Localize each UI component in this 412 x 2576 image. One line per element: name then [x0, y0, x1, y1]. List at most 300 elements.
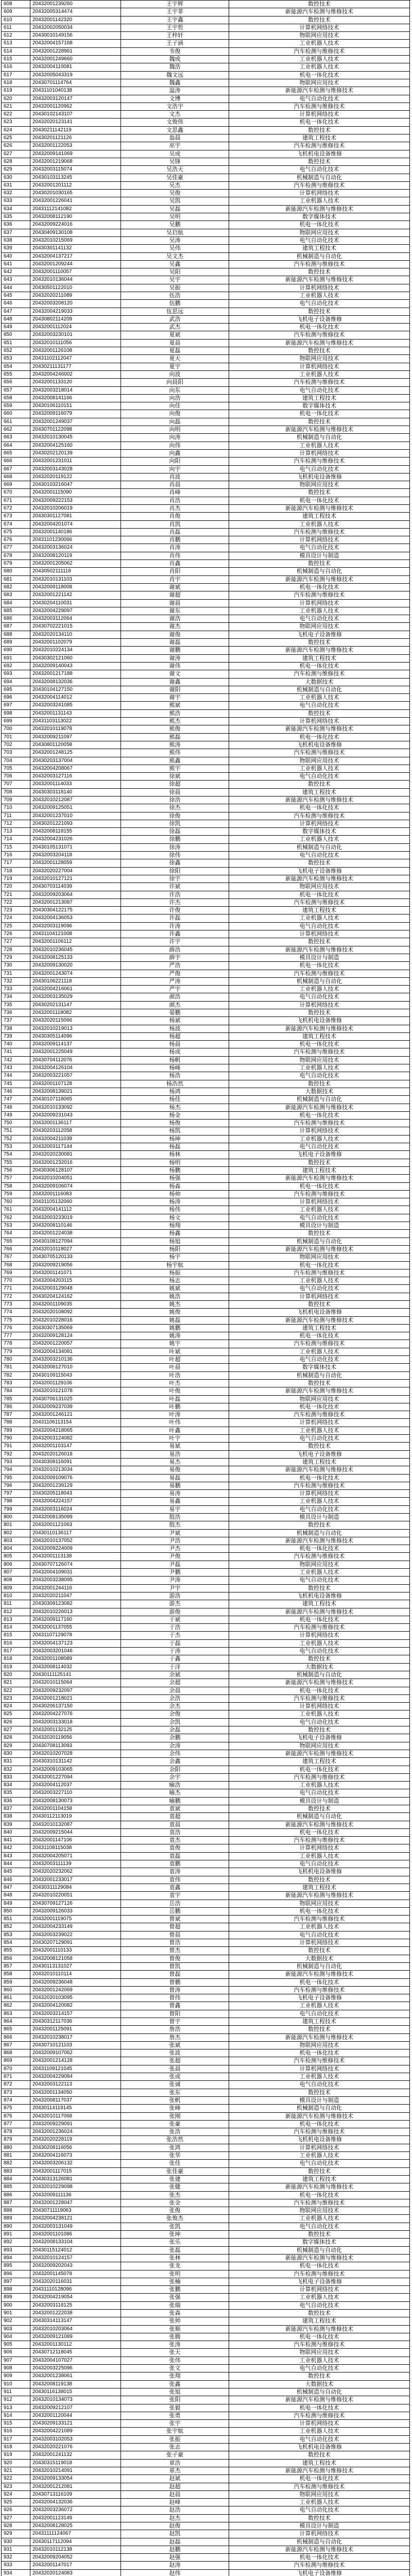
student-name: 余凯	[121, 1719, 229, 1726]
student-name: 张乐	[121, 2239, 229, 2246]
major: 大数据技术	[229, 1664, 410, 1671]
student-name: 熊涛	[121, 741, 229, 749]
student-name: 曾杰	[121, 1947, 229, 1955]
student-id: 20432010112138	[30, 2546, 121, 2554]
row-number: 753	[2, 1143, 30, 1151]
student-id: 20430203137004	[30, 757, 121, 765]
table-row	[2, 371, 410, 379]
student-id: 20432020119122	[30, 473, 121, 481]
student-id: 20432001115090	[30, 489, 121, 497]
row-number: 637	[2, 229, 30, 237]
student-name: 张旭	[121, 2388, 229, 2396]
row-number: 907	[2, 2357, 30, 2365]
major: 物联网应用技术	[229, 2207, 410, 2215]
student-name: 曾宇	[121, 2018, 229, 2026]
row-number: 774	[2, 1309, 30, 1316]
major: 机电一体化技术	[229, 1332, 410, 1340]
student-id: 20430308116091	[30, 1459, 121, 1466]
table-row	[2, 213, 410, 221]
row-number: 726	[2, 930, 30, 938]
major: 汽车检测与维修技术	[229, 331, 410, 339]
major: 机械制造与自动化	[229, 434, 410, 442]
student-id: 20430501122010	[30, 284, 121, 292]
student-name: 曾鹏	[121, 1979, 229, 1987]
major: 机械制造与自动化	[229, 978, 410, 986]
table-row	[2, 1853, 410, 1860]
row-number: 622	[2, 111, 30, 118]
student-name: 徐杰	[121, 804, 229, 812]
table-row	[2, 2475, 410, 2483]
student-id: 20430309123082	[30, 1600, 121, 1608]
student-name: 王宇菲	[121, 8, 229, 16]
student-id: 20432010124157	[30, 2255, 121, 2262]
major: 数控技术	[229, 347, 410, 355]
student-id: 20432001249660	[30, 56, 121, 63]
major: 新能源汽车检测与维修技术	[229, 1750, 410, 1758]
student-name: 易鹏	[121, 1482, 229, 1490]
row-number: 876	[2, 2113, 30, 2121]
table-row	[2, 2451, 410, 2459]
row-number: 832	[2, 1766, 30, 1774]
student-id: 20432002050034	[30, 24, 121, 32]
row-number: 663	[2, 434, 30, 442]
student-id: 20432008127010	[30, 1364, 121, 1371]
student-name: 张超	[121, 2057, 229, 2065]
table-row	[2, 868, 410, 875]
row-number: 643	[2, 276, 30, 284]
student-name: 喻杰	[121, 1789, 229, 1797]
table-row	[2, 1530, 410, 1537]
major: 机械制造与自动化	[229, 1813, 410, 1821]
table-row	[2, 1317, 410, 1325]
student-id: 20432001118082	[30, 1009, 121, 1017]
row-number: 786	[2, 1403, 30, 1411]
table-row	[2, 1758, 410, 1766]
table-row	[2, 2073, 410, 2081]
table-row	[2, 1380, 410, 1387]
major: 数控技术	[229, 938, 410, 946]
major: 数控技术	[229, 127, 410, 134]
student-name: 尹鹏	[121, 1569, 229, 1577]
table-row	[2, 1671, 410, 1679]
student-name: 文浩宇	[121, 103, 229, 111]
student-name: 袁超	[121, 1813, 229, 1821]
major: 机械制造与自动化	[229, 686, 410, 694]
row-number: 678	[2, 552, 30, 560]
student-name: 张瑞	[121, 2302, 229, 2310]
student-name: 余杰	[121, 1703, 229, 1710]
table-row	[2, 1884, 410, 1892]
table-row	[2, 1475, 410, 1482]
table-row	[2, 844, 410, 852]
major: 数控技术	[229, 710, 410, 718]
table-row	[2, 1364, 410, 1371]
student-name: 肖磊	[121, 529, 229, 536]
row-number: 645	[2, 292, 30, 300]
major: 数控技术	[229, 1380, 410, 1387]
row-number: 763	[2, 1222, 30, 1230]
student-name: 吴伟	[121, 245, 229, 252]
major: 建筑工程技术	[229, 2176, 410, 2183]
student-id: 20431104121008	[30, 930, 121, 938]
student-id: 20432009229091	[30, 2121, 121, 2128]
row-number: 767	[2, 1253, 30, 1261]
major: 汽车检测与维修技术	[229, 2483, 410, 2491]
row-number: 609	[2, 8, 30, 16]
student-name: 曾磊	[121, 1971, 229, 1978]
student-id: 20432004205071	[30, 1853, 121, 1860]
major: 机械制造与自动化	[229, 1238, 410, 1246]
table-row	[2, 725, 410, 733]
row-number: 781	[2, 1364, 30, 1371]
student-id: 20432001243074	[30, 970, 121, 978]
row-number: 630	[2, 174, 30, 182]
row-number: 931	[2, 2546, 30, 2554]
student-name: 杨鹏	[121, 1167, 229, 1175]
major: 电气自动化技术	[229, 1435, 410, 1443]
table-row	[2, 237, 410, 245]
table-row	[2, 2341, 410, 2349]
major: 飞机机电设备维修	[229, 741, 410, 749]
major: 数控技术	[229, 158, 410, 166]
table-row	[2, 1805, 410, 1813]
major: 工业机器人技术	[229, 1064, 410, 1072]
major: 工业机器人技术	[229, 1498, 410, 1505]
row-number: 844	[2, 1860, 30, 1868]
student-name: 袁鑫	[121, 1884, 229, 1892]
row-number: 809	[2, 1585, 30, 1592]
student-name: 谢磊	[121, 639, 229, 647]
row-number: 916	[2, 2428, 30, 2435]
major: 计算机网络技术	[229, 1844, 410, 1852]
row-number: 619	[2, 87, 30, 95]
major: 机电一体化技术	[229, 118, 410, 126]
student-id: 20431101230066	[30, 536, 121, 544]
row-number: 717	[2, 859, 30, 867]
student-id: 20432003129048	[30, 1285, 121, 1293]
student-name: 吴佳豪	[121, 174, 229, 182]
student-id: 20432004136053	[30, 914, 121, 922]
table-row	[2, 552, 410, 560]
student-id: 20432004132036	[30, 2499, 121, 2506]
major: 模具设计与制造	[229, 2522, 410, 2530]
table-row	[2, 946, 410, 954]
student-id: 20432001228047	[30, 2199, 121, 2207]
major: 物联网应用技术	[229, 79, 410, 87]
student-name: 徐宇	[121, 875, 229, 883]
student-name: 赵伟	[121, 2570, 229, 2576]
student-name: 张佳	[121, 2160, 229, 2167]
row-number: 756	[2, 1167, 30, 1175]
student-id: 20432001132125	[30, 1726, 121, 1734]
student-name: 肖鑫	[121, 560, 229, 568]
student-id: 20432001231011	[30, 457, 121, 465]
row-number: 766	[2, 1246, 30, 1253]
major: 计算机网络技术	[229, 2065, 410, 2073]
row-number: 757	[2, 1175, 30, 1182]
student-name: 杨翔	[121, 1222, 229, 1230]
student-name: 夏宇	[121, 363, 229, 371]
row-number: 752	[2, 1136, 30, 1143]
table-row	[2, 1498, 410, 1505]
table-row	[2, 2396, 410, 2404]
student-id: 20432001225049	[30, 1048, 121, 1056]
student-name: 薛浩	[121, 946, 229, 954]
student-id: 20432009118008	[30, 584, 121, 591]
table-row	[2, 48, 410, 56]
student-id: 20432003102053	[30, 2436, 121, 2444]
major: 计算机网络技术	[229, 1198, 410, 1206]
row-number: 739	[2, 1033, 30, 1041]
student-id: 20430201030165	[30, 190, 121, 197]
student-id: 20432008139021	[30, 1088, 121, 1096]
major: 电气自动化技术	[229, 1506, 410, 1514]
student-id: 20432001104158	[30, 1805, 121, 1813]
row-number: 728	[2, 946, 30, 954]
student-name: 张磊	[121, 2247, 229, 2255]
row-number: 742	[2, 1057, 30, 1064]
student-id: 20430201121126	[30, 134, 121, 142]
row-number: 929	[2, 2530, 30, 2538]
student-id: 20432008132036	[30, 679, 121, 686]
row-number: 674	[2, 521, 30, 529]
major: 电气自动化技术	[229, 702, 410, 709]
row-number: 672	[2, 505, 30, 513]
student-id: 20432004112037	[30, 1782, 121, 1789]
row-number: 873	[2, 2089, 30, 2097]
major: 汽车检测与维修技术	[229, 1837, 410, 1844]
table-row	[2, 2034, 410, 2042]
table-row	[2, 2333, 410, 2341]
major: 物联网应用技术	[229, 1057, 410, 1064]
major: 工业机器人技术	[229, 2215, 410, 2223]
student-name: 吴杰	[121, 182, 229, 190]
row-number: 740	[2, 1041, 30, 1048]
table-row	[2, 1979, 410, 1987]
row-number: 869	[2, 2057, 30, 2065]
table-row	[2, 875, 410, 883]
row-number: 823	[2, 1695, 30, 1703]
row-number: 795	[2, 1475, 30, 1482]
student-name: 许鑫	[121, 930, 229, 938]
student-name: 许涛	[121, 923, 229, 930]
student-name: 叶斌	[121, 1348, 229, 1356]
student-name: 赵涛	[121, 2562, 229, 2569]
student-name: 杨俊	[121, 1120, 229, 1127]
student-id: 20432008119138	[30, 2381, 121, 2388]
table-row	[2, 95, 410, 103]
table-row	[2, 245, 410, 252]
student-name: 曾超	[121, 1923, 229, 1931]
row-number: 747	[2, 1096, 30, 1104]
table-row	[2, 2081, 410, 2089]
roster-table	[1, 0, 410, 2576]
major: 汽车检测与维修技术	[229, 48, 410, 56]
major: 计算机网络技术	[229, 820, 410, 828]
student-name: 叶宇	[121, 1435, 229, 1443]
student-id: 20432001108089	[30, 1655, 121, 1663]
major: 工业机器人技术	[229, 521, 410, 529]
row-number: 611	[2, 24, 30, 32]
student-id: 20431109121045	[30, 2065, 121, 2073]
major: 建筑工程技术	[229, 1758, 410, 1766]
student-name: 张金	[121, 2199, 229, 2207]
row-number: 930	[2, 2538, 30, 2546]
major: 新能源汽车检测与维修技术	[229, 1971, 410, 1978]
major: 物联网应用技术	[229, 623, 410, 631]
table-row	[2, 2436, 410, 2444]
student-id: 20430211142119	[30, 127, 121, 134]
major: 大数据技术	[229, 679, 410, 686]
student-name: 肖阳	[121, 568, 229, 575]
major: 工业机器人技术	[229, 40, 410, 47]
row-number: 644	[2, 284, 30, 292]
major: 建筑工程技术	[229, 1459, 410, 1466]
major: 机电一体化技术	[229, 221, 410, 229]
student-name: 徐凯	[121, 820, 229, 828]
student-name: 杨明	[121, 1159, 229, 1167]
student-id: 20430104127150	[30, 686, 121, 694]
student-id: 20432008114032	[30, 1664, 121, 1671]
student-name: 谢杰	[121, 623, 229, 631]
major: 工业机器人技术	[229, 56, 410, 63]
row-number: 730	[2, 962, 30, 970]
table-row	[2, 134, 410, 142]
row-number: 917	[2, 2436, 30, 2444]
row-number: 689	[2, 639, 30, 647]
row-number: 915	[2, 2420, 30, 2428]
major: 机电一体化技术	[229, 1475, 410, 1482]
major: 物联网应用技术	[229, 1742, 410, 1750]
table-row	[2, 1774, 410, 1782]
student-id: 20432009141069	[30, 150, 121, 158]
table-row	[2, 1198, 410, 1206]
row-number: 771	[2, 1285, 30, 1293]
student-id: 20432004203115	[30, 1277, 121, 1285]
major: 新能源汽车检测与维修技术	[229, 276, 410, 284]
row-number: 804	[2, 1545, 30, 1553]
row-number: 913	[2, 2404, 30, 2412]
student-name: 吴成	[121, 150, 229, 158]
student-name: 张坤	[121, 2231, 229, 2239]
student-id: 20432001244116	[30, 1585, 121, 1592]
table-row	[2, 2160, 410, 2167]
student-id: 20432010136044	[30, 276, 121, 284]
row-number: 891	[2, 2231, 30, 2239]
major: 模具设计与制造	[229, 1798, 410, 1805]
table-row	[2, 923, 410, 930]
row-number: 736	[2, 1009, 30, 1017]
student-id: 20432003127116	[30, 773, 121, 781]
row-number: 815	[2, 1632, 30, 1639]
row-number: 818	[2, 1655, 30, 1663]
student-id: 20432003227110	[30, 1789, 121, 1797]
student-name: 张明	[121, 2270, 229, 2278]
major: 计算机网络技术	[229, 930, 410, 938]
table-row	[2, 1222, 410, 1230]
table-row	[2, 1088, 410, 1096]
student-name: 伍思远	[121, 308, 229, 316]
row-number: 870	[2, 2065, 30, 2073]
table-row	[2, 2294, 410, 2301]
table-row	[2, 820, 410, 828]
table-row	[2, 1183, 410, 1191]
table-row	[2, 127, 410, 134]
row-number: 744	[2, 1072, 30, 1080]
major: 机械制造与自动化	[229, 2105, 410, 2112]
major: 汽车检测与维修技术	[229, 2341, 410, 2349]
row-number: 624	[2, 127, 30, 134]
row-number: 883	[2, 2168, 30, 2176]
row-number: 632	[2, 190, 30, 197]
student-name: 张佳豪	[121, 2168, 229, 2176]
student-name: 王宇鑫	[121, 16, 229, 24]
student-name: 张顺	[121, 2326, 229, 2333]
student-id: 20432001110133	[30, 1947, 121, 1955]
major: 汽车检测与维修技术	[229, 2128, 410, 2136]
major: 新能源汽车检测与维修技术	[229, 1892, 410, 1900]
table-row	[2, 2428, 410, 2435]
table-row	[2, 2412, 410, 2420]
table-row	[2, 1096, 410, 1104]
student-name: 肖伟	[121, 552, 229, 560]
table-row	[2, 2207, 410, 2215]
table-row	[2, 2215, 410, 2223]
student-id: 20432001239260	[30, 1, 121, 8]
major: 物联网应用技术	[229, 481, 410, 489]
major: 机电一体化技术	[229, 2192, 410, 2199]
student-name: 张腾	[121, 2333, 229, 2341]
student-id: 20432010133092	[30, 1104, 121, 1112]
table-row	[2, 1325, 410, 1332]
row-number: 677	[2, 544, 30, 552]
major: 新能源汽车检测与维修技术	[229, 2546, 410, 2554]
student-name: 游杰	[121, 1600, 229, 1608]
major: 建筑工程技术	[229, 395, 410, 402]
student-name: 熊俊	[121, 725, 229, 733]
major: 电气自动化技术	[229, 1577, 410, 1584]
table-row	[2, 387, 410, 395]
major: 汽车检测与维修技术	[229, 1191, 410, 1198]
row-number: 708	[2, 789, 30, 796]
student-name: 张斌	[121, 2042, 229, 2049]
student-id: 20430311129084	[30, 1884, 121, 1892]
table-row	[2, 1766, 410, 1774]
student-id: 20430207129091	[30, 1939, 121, 1947]
row-number: 834	[2, 1782, 30, 1789]
table-row	[2, 891, 410, 899]
row-number: 828	[2, 1734, 30, 1742]
student-name: 杨鸿	[121, 1088, 229, 1096]
major: 新能源汽车检测与维修技术	[229, 2467, 410, 2475]
row-number: 770	[2, 1277, 30, 1285]
table-row	[2, 2515, 410, 2522]
student-id: 20432003136024	[30, 544, 121, 552]
table-row	[2, 1175, 410, 1182]
student-id: 20432003133018	[30, 1719, 121, 1726]
major: 飞机机电设备维修	[229, 150, 410, 158]
row-number: 810	[2, 1592, 30, 1600]
major: 电气自动化技术	[229, 466, 410, 473]
table-row	[2, 1664, 410, 1671]
table-row	[2, 2562, 410, 2569]
table-row	[2, 1127, 410, 1135]
row-number: 673	[2, 513, 30, 520]
row-number: 720	[2, 883, 30, 891]
student-name: 于浩	[121, 1624, 229, 1632]
row-number: 854	[2, 1939, 30, 1947]
row-number: 821	[2, 1679, 30, 1687]
